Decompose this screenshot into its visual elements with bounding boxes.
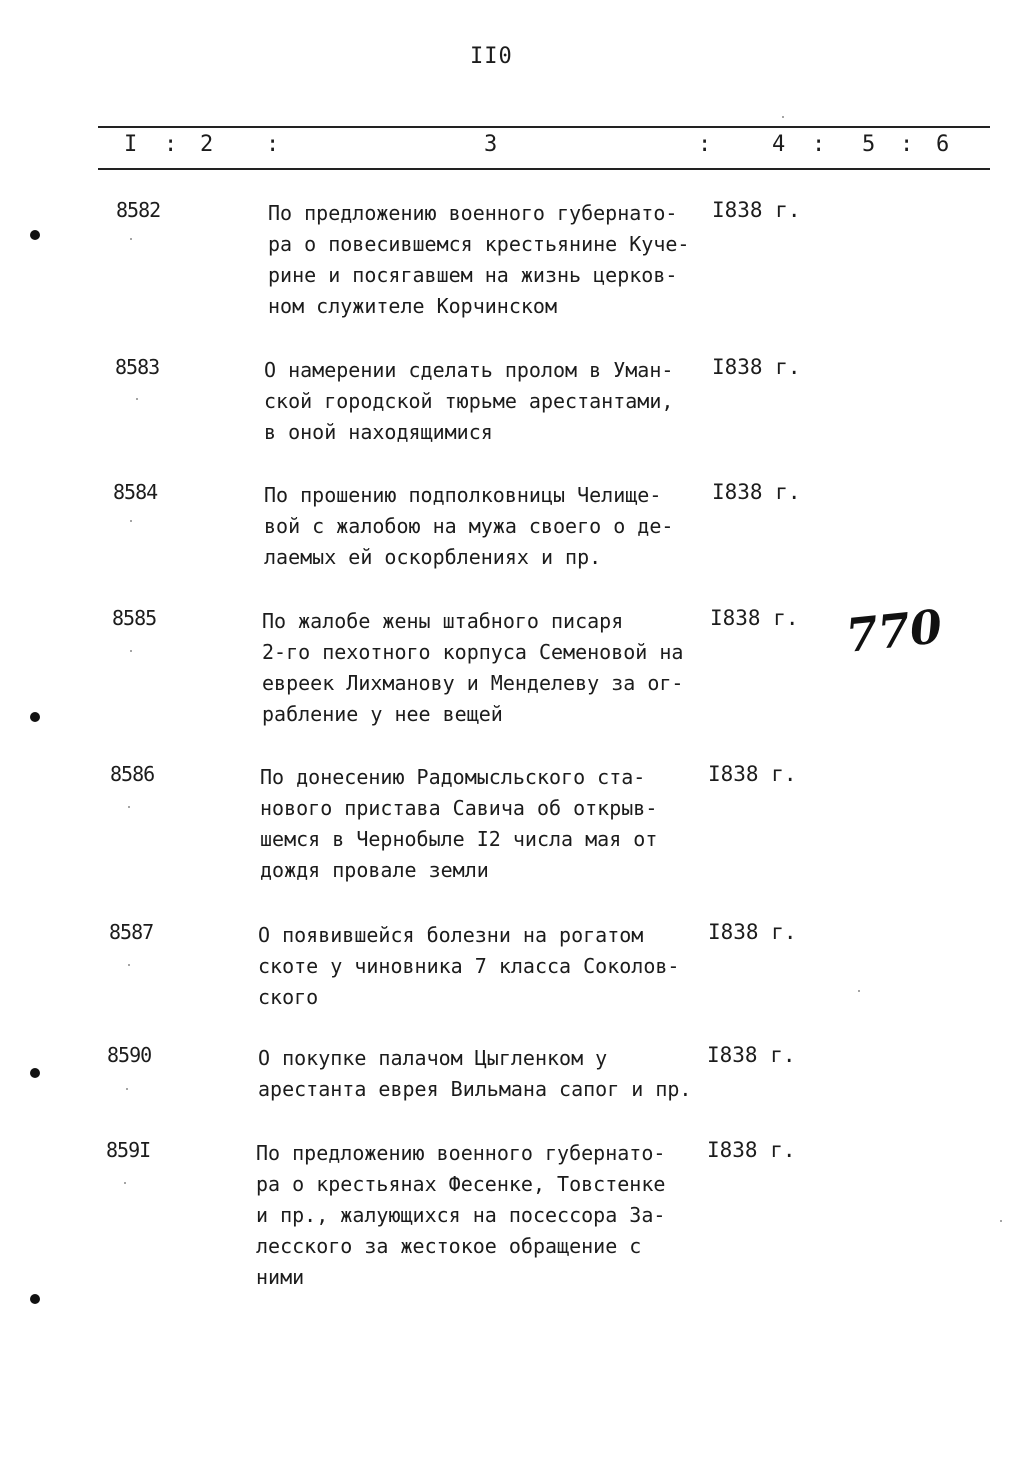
record-year: I838 г. [710,606,799,630]
record-year: I838 г. [712,480,801,504]
paper-speck [130,520,132,522]
column-separator: : [266,132,280,157]
paper-speck [1000,1220,1002,1222]
column-header-3: 3 [484,132,498,157]
paper-speck [130,238,132,240]
paper-speck [782,116,784,118]
paper-speck [136,398,138,400]
page-number: II0 [470,44,513,69]
column-separator: : [900,132,914,157]
record-year: I838 г. [712,355,801,379]
column-header-6: 6 [936,132,950,157]
column-header-5: 5 [862,132,876,157]
column-header-4: 4 [772,132,786,157]
paper-speck [858,990,860,992]
paper-speck [128,806,130,808]
handwritten-margin-note: 770 [843,599,945,663]
record-description: О намерении сделать пролом в Уман- ской городской тюрьме арестантами, в оной находящимися [264,358,674,444]
record-year: I838 г. [712,198,801,222]
record-description: По предложению военного губернато- ра о крестьянах Фесенке, Товстенке и пр., жалующихся на посессора За- лесского за жестокое обращение с ними [256,1141,666,1289]
record-number: 8584 [113,480,158,504]
record-number: 8586 [110,762,155,786]
record-description: О покупке палачом Цыгленком у арестанта еврея Вильмана сапог и пр. [258,1046,692,1101]
record-number: 8590 [107,1043,152,1067]
record-year: I838 г. [708,920,797,944]
column-header-2: 2 [200,132,214,157]
column-separator: : [812,132,826,157]
record-year: I838 г. [707,1138,796,1162]
column-header-1: I [124,132,138,157]
record-number: 8587 [109,920,154,944]
record-number: 8585 [112,606,157,630]
record-description: По донесению Радомысльского ста- нового пристава Савича об открыв- шемся в Чернобыле I2 числа мая от дождя провале земли [260,765,658,882]
record-number: 8582 [116,198,161,222]
binding-hole-icon [30,712,40,722]
record-description: По предложению военного губернато- ра о повесившемся крестьянине Куче- рине и посягавшем на жизнь церков- ном служителе Корчинском [268,201,690,318]
binding-hole-icon [30,1294,40,1304]
column-separator: : [698,132,712,157]
record-year: I838 г. [707,1043,796,1067]
binding-hole-icon [30,230,40,240]
record-description: По жалобе жены штабного писаря 2-го пехотного корпуса Семеновой на евреек Лихманову и Менделеву за ог- рабление у нее вещей [262,609,684,726]
record-number: 859I [106,1138,151,1162]
binding-hole-icon [30,1068,40,1078]
paper-speck [130,650,132,652]
record-description: По прошению подполковницы Челище- вой с жалобою на мужа своего о де- лаемых ей оскорблениях и пр. [264,483,674,569]
paper-speck [124,1182,126,1184]
paper-speck [128,964,130,966]
record-number: 8583 [115,355,160,379]
record-year: I838 г. [708,762,797,786]
column-separator: : [164,132,178,157]
record-description: О появившейся болезни на рогатом скоте у чиновника 7 класса Соколов- ского [258,923,680,1009]
paper-speck [126,1088,128,1090]
